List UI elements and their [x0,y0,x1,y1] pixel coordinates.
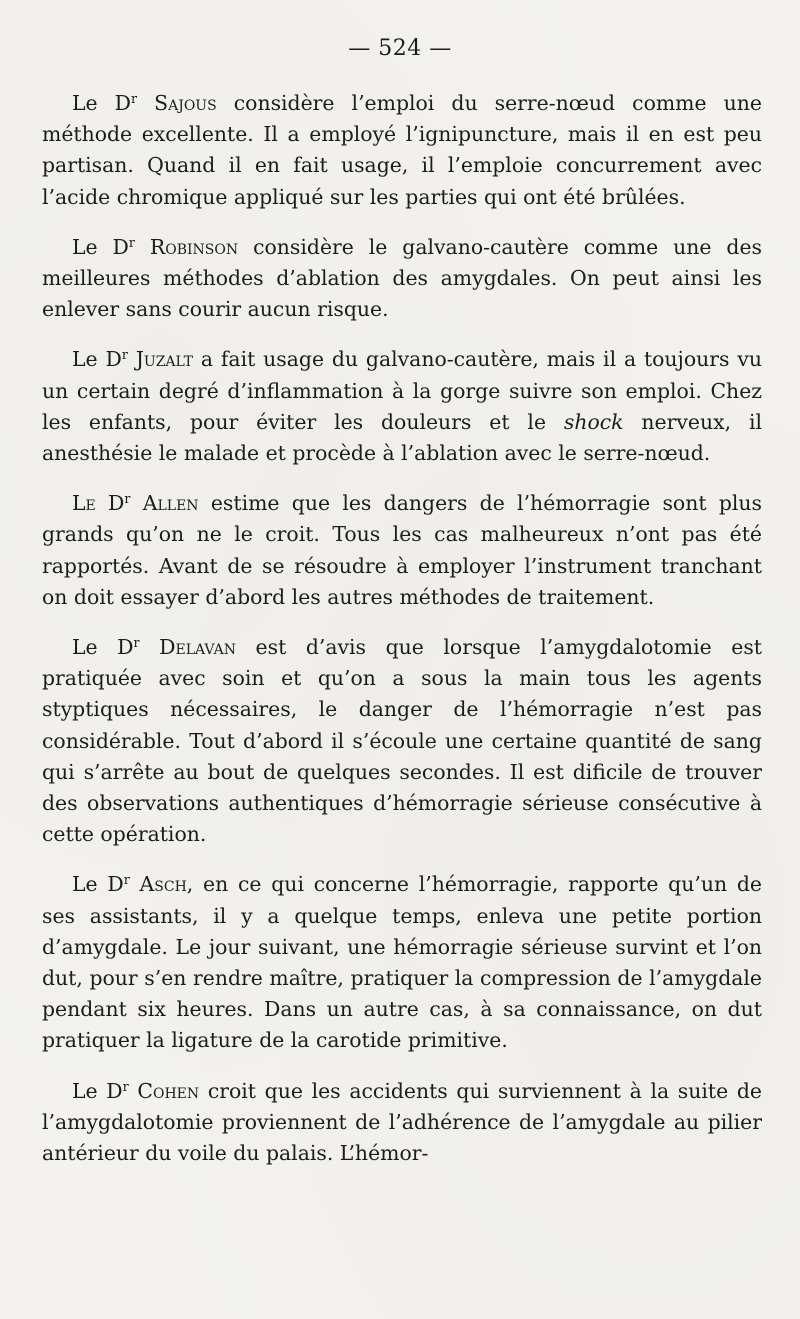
doctor-title: Le $D^r$ [72,347,128,372]
paragraph-asch [42,869,762,1056]
paragraph-allen [42,488,762,613]
doctor-title: Le $D^r$ [72,491,131,516]
paragraph-cohen [42,1076,762,1170]
paragraph-text-continued: nerveux, il anesthésie le malade et procède à l’ablation avec le serre-nœud. [42,409,762,466]
doctor-title: Le $D^r$ [72,1078,129,1103]
paragraph-text: considère le galvano-cautère comme une des meilleures méthodes d’ablation des amygdales. On peut ainsi les enlever sans courir aucun risque. [42,234,762,322]
author-name: Asch [139,872,187,897]
paragraph-text: a fait usage du galvano-cautère, mais il a toujours vu un certain degré d’inflammation à la gorge suivre son emploi. Chez les enfants, pour éviter les douleurs et le [42,347,762,434]
paragraph-text: estime que les dangers de l’hémorragie sont plus grands qu’on ne le croit. Tous les cas malheureux n’ont pas été rapportés. Avant de se résoudre à employer l’instrument tranchant on doit essayer d’abord les autres méthodes de traitement. [42,491,762,609]
author-name: Sajous [154,91,217,115]
author-name: Robinson [149,234,239,259]
paragraph-sajous [42,88,762,213]
author-name: Allen [142,491,199,516]
paragraph-text: , en ce qui concerne l’hémorragie, rapporte qu’un de ses assistants, il y a quelque temps, enleva une petite portion d’amygdale. Le jour suivant, une hémorragie sérieuse survint et l’on dut, pour s’en rendre maître, pratiquer la compression de l’amygdale pendant six heures. Dans un autre cas, à sa connaissance, on dut pratiquer la ligature de la carotide primitive. [42,872,762,1053]
author-name: Juzalt [135,347,194,372]
paragraph-delavan [42,632,762,850]
doctor-title: Le $D^r$ [72,872,130,897]
paragraph-text: est d’avis que lorsque l’amygdalotomie est pratiquée avec soin et qu’on a sous la main tous les agents styptiques nécessaires, le danger de l’hémorragie n’est pas considérable. Tout d’abord il s’écoule une certaine quantité de sang qui s’arrête au bout de quelques secondes. Il est dificile de trouver des observations authentiques d’hémorragie sérieuse consécutive à cette opération. [42,635,762,847]
paragraph-text: croit que les accidents qui surviennent à la suite de l’amygdalotomie proviennent de l’adhérence de l’amygdale au pilier antérieur du voile du palais. L’hémor- [42,1078,762,1166]
paragraph-text: considère l’emploi du serre-nœud comme une méthode excellente. Il a employé l’ignipuncture, mais il en est peu partisan. Quand il en fait usage, il l’emploie concurrement avec l’acide chromique appliqué sur les parties qui ont été brûlées. [42,91,762,209]
doctor-title: Le $D^r$ [72,91,138,115]
paragraph-juzalt [42,344,762,469]
author-name: Delavan [159,635,236,660]
page-number: — 524 — [348,36,452,61]
body-text [42,88,762,1188]
doctor-title: Le $D^r$ [72,635,140,660]
italic-term: shock [563,409,624,434]
author-name: Cohen [137,1078,200,1103]
paragraph-robinson [42,232,762,326]
doctor-title: Le $D^r$ [72,234,135,259]
